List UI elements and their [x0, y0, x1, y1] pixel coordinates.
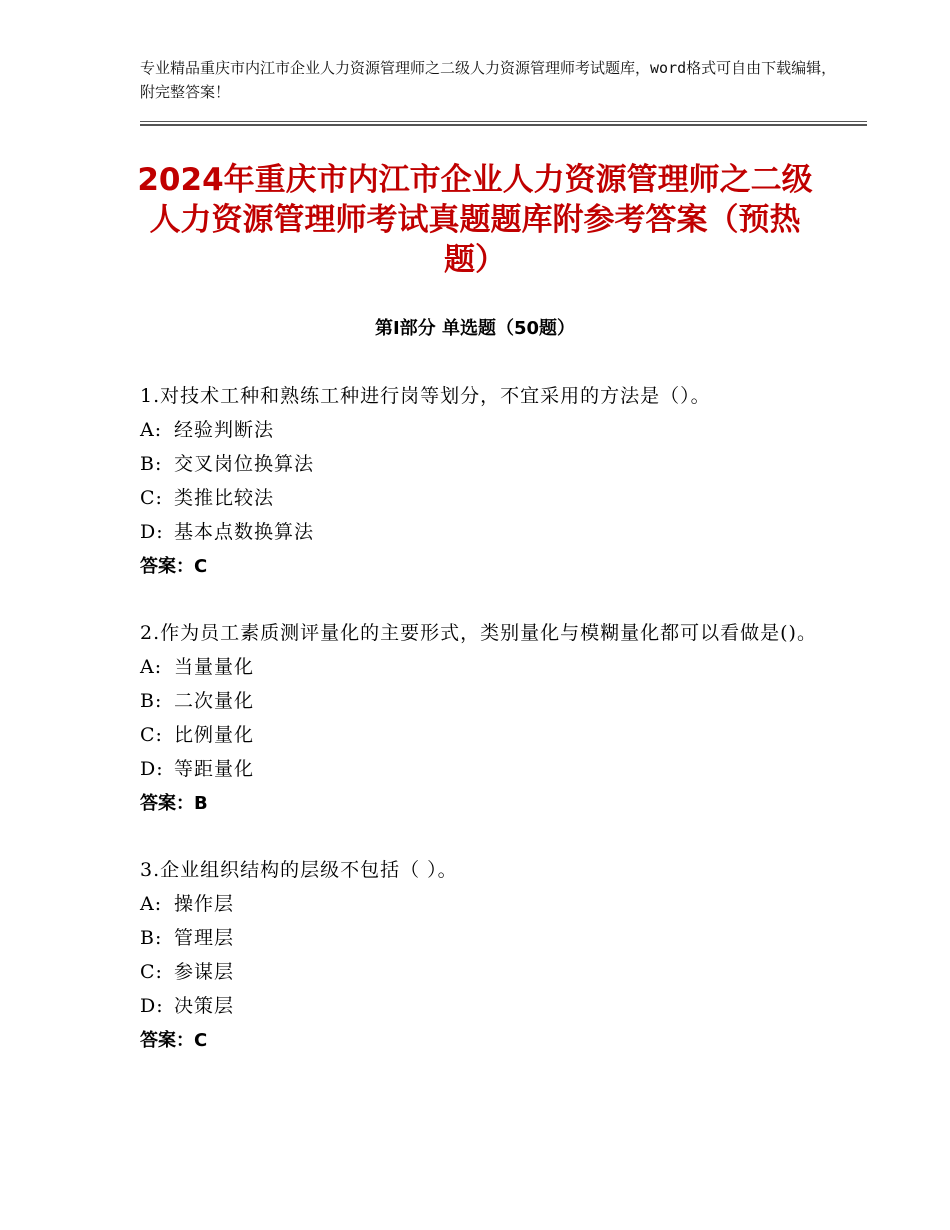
option-key: B: — [140, 690, 163, 712]
option-a — [140, 413, 820, 447]
option-text: 管理层 — [174, 927, 235, 949]
option-key: D: — [140, 521, 164, 543]
option-d — [140, 515, 820, 549]
option-c — [140, 718, 820, 752]
option-text: 当量量化 — [174, 656, 255, 678]
question-item — [140, 853, 820, 1059]
option-text: 等距量化 — [174, 758, 255, 780]
option-key: C: — [140, 961, 163, 983]
option-a — [140, 887, 820, 921]
option-key: B: — [140, 453, 163, 475]
option-b — [140, 684, 820, 718]
option-b — [140, 921, 820, 955]
option-key: C: — [140, 724, 163, 746]
answer-text: 答案：C — [140, 556, 208, 577]
option-b — [140, 447, 820, 481]
option-key: D: — [140, 995, 164, 1017]
answer-text: 答案：C — [140, 1030, 208, 1051]
question-item — [140, 379, 820, 585]
option-a — [140, 650, 820, 684]
option-text: 比例量化 — [174, 724, 255, 746]
question-stem: 3.企业组织结构的层级不包括（ ）。 — [140, 859, 458, 881]
question-item — [140, 616, 820, 822]
option-text: 二次量化 — [174, 690, 255, 712]
section-heading: 第Ⅰ部分 单选题（50题） — [374, 318, 575, 339]
option-d — [140, 752, 820, 786]
option-key: A: — [140, 656, 163, 678]
option-c — [140, 481, 820, 515]
answer-text: 答案：B — [140, 793, 208, 814]
option-text: 交叉岗位换算法 — [174, 453, 315, 475]
option-text: 基本点数换算法 — [174, 521, 315, 543]
question-stem: 1.对技术工种和熟练工种进行岗等划分，不宜采用的方法是（）。 — [140, 385, 711, 407]
option-key: D: — [140, 758, 164, 780]
option-text: 操作层 — [174, 893, 235, 915]
option-text: 决策层 — [174, 995, 235, 1017]
document-title: 2024年重庆市内江市企业人力资源管理师之二级人力资源管理师考试真题题库附参考答案（预热题） — [137, 162, 813, 278]
question-list — [140, 379, 820, 1090]
option-text: 类推比较法 — [174, 487, 275, 509]
option-c — [140, 955, 820, 989]
option-text: 经验判断法 — [174, 419, 275, 441]
option-key: C: — [140, 487, 163, 509]
header-divider — [140, 121, 867, 126]
option-text: 参谋层 — [174, 961, 235, 983]
question-stem: 2.作为员工素质测评量化的主要形式，类别量化与模糊量化都可以看做是()。 — [140, 622, 817, 644]
option-d — [140, 989, 820, 1023]
header-note: 专业精品重庆市内江市企业人力资源管理师之二级人力资源管理师考试题库，word格式可自由下载编辑，附完整答案！ — [140, 59, 837, 101]
option-key: A: — [140, 893, 163, 915]
option-key: A: — [140, 419, 163, 441]
option-key: B: — [140, 927, 163, 949]
